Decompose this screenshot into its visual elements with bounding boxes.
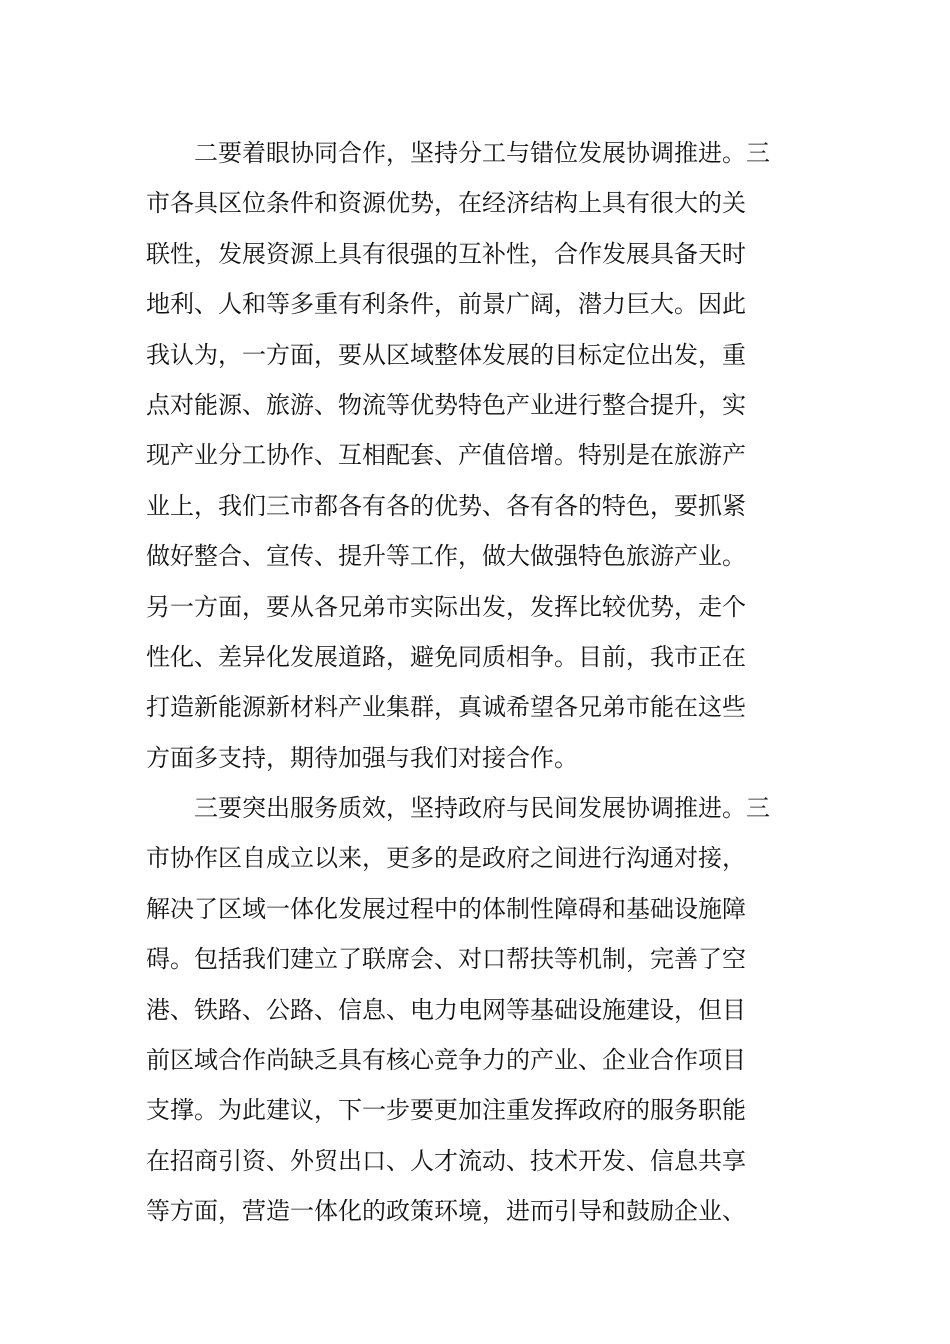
text-line: 现产业分工协作、互相配套、产值倍增。特别是在旅游产 — [146, 441, 746, 470]
text-line: 业上，我们三市都各有各的优势、各有各的特色，要抓紧 — [146, 491, 746, 520]
text-line: 碍。包括我们建立了联席会、对口帮扶等机制，完善了空 — [146, 945, 746, 974]
text-line: 市各具区位条件和资源优势，在经济结构上具有很大的关 — [146, 189, 746, 218]
text-line: 支撑。为此建议，下一步要更加注重发挥政府的服务职能 — [146, 1096, 746, 1125]
text-line: 解决了区域一体化发展过程中的体制性障碍和基础设施障 — [146, 894, 746, 923]
text-line: 三要突出服务质效，坚持政府与民间发展协调推进。三 — [146, 794, 770, 823]
text-line: 地利、人和等多重有利条件，前景广阔，潜力巨大。因此 — [146, 290, 746, 319]
text-line: 打造新能源新材料产业集群，真诚希望各兄弟市能在这些 — [146, 693, 746, 722]
text-line: 点对能源、旅游、物流等优势特色产业进行整合提升，实 — [146, 390, 746, 419]
body-text — [146, 128, 810, 1237]
text-line: 在招商引资、外贸出口、人才流动、技术开发、信息共享 — [146, 1146, 746, 1175]
text-line: 性化、差异化发展道路，避免同质相争。目前，我市正在 — [146, 642, 746, 671]
text-line: 等方面，营造一体化的政策环境，进而引导和鼓励企业、 — [146, 1197, 746, 1226]
text-line: 我认为，一方面，要从区域整体发展的目标定位出发，重 — [146, 340, 746, 369]
text-line: 另一方面，要从各兄弟市实际出发，发挥比较优势，走个 — [146, 592, 746, 621]
text-line: 二要着眼协同合作，坚持分工与错位发展协调推进。三 — [146, 139, 770, 167]
text-line: 市协作区自成立以来，更多的是政府之间进行沟通对接， — [146, 844, 746, 873]
text-line: 方面多支持，期待加强与我们对接合作。 — [146, 743, 578, 772]
text-line: 前区域合作尚缺乏具有核心竞争力的产业、企业合作项目 — [146, 1046, 746, 1075]
text-line: 联性，发展资源上具有很强的互补性，合作发展具备天时 — [146, 239, 746, 268]
text-line: 港、铁路、公路、信息、电力电网等基础设施建设，但目 — [146, 995, 746, 1024]
text-line: 做好整合、宣传、提升等工作，做大做强特色旅游产业。 — [146, 542, 746, 571]
